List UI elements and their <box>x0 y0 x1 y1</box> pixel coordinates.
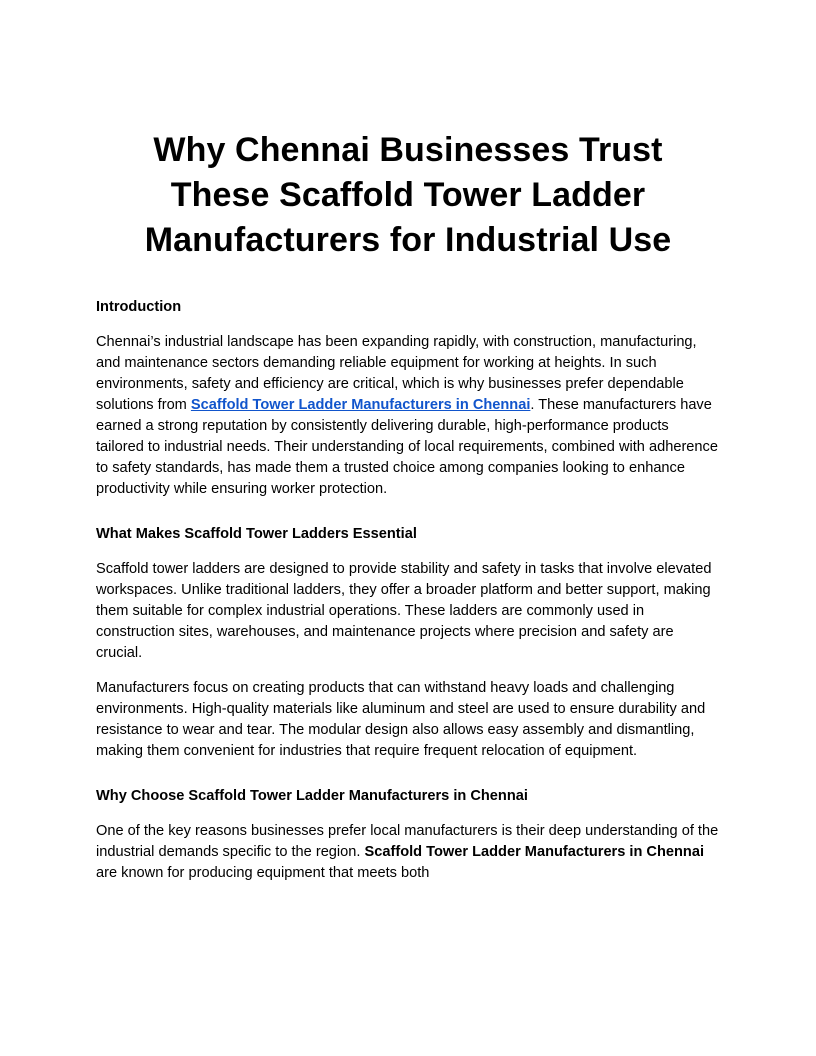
scaffold-manufacturers-link[interactable]: Scaffold Tower Ladder Manufacturers in Chennai <box>190 397 531 413</box>
choose-paragraph-1 <box>96 821 720 884</box>
intro-paragraph <box>96 332 720 500</box>
choose-text-after: are known for producing equipment that meets both <box>96 865 430 881</box>
heading-introduction: Introduction <box>96 299 182 315</box>
intro-text-before: Chennai’s industrial landscape has been expanding rapidly, with construction, manufacturing, and maintenance sectors demanding reliable equipment for working at heights. In such environments, safety and efficiency are critical, which is why businesses prefer dependable solutions from <box>96 334 697 413</box>
essential-paragraph-2: Manufacturers focus on creating products that can withstand heavy loads and challenging environments. High-quality materials like aluminum and steel are used to ensure durability and resistance to wear and tear. The modular design also allows easy assembly and dismantling, making them convenient for industries that require frequent relocation of equipment. <box>96 680 706 759</box>
choose-text-before: One of the key reasons businesses prefer local manufacturers is their deep understanding of the industrial demands specific to the region. <box>96 823 719 860</box>
essential-paragraph-1: Scaffold tower ladders are designed to provide stability and safety in tasks that involve elevated workspaces. Unlike traditional ladders, they offer a broader platform and better support, making them suitable for complex industrial operations. These ladders are commonly used in construction sites, warehouses, and maintenance projects where precision and safety are crucial. <box>96 561 712 661</box>
heading-why-choose: Why Choose Scaffold Tower Ladder Manufacturers in Chennai <box>96 788 528 804</box>
intro-text-after: . These manufacturers have earned a strong reputation by consistently delivering durable, high-performance products tailored to industrial needs. Their understanding of local requirements, combined with adherence to safety standards, has made them a trusted choice among companies looking to enhance productivity while ensuring worker protection. <box>96 397 718 497</box>
document-page <box>96 128 720 884</box>
choose-bold-term: Scaffold Tower Ladder Manufacturers in Chennai <box>364 844 705 860</box>
heading-essential: What Makes Scaffold Tower Ladders Essential <box>96 526 417 542</box>
document-title: Why Chennai Businesses Trust These Scaffold Tower Ladder Manufacturers for Industrial Use <box>144 131 672 259</box>
